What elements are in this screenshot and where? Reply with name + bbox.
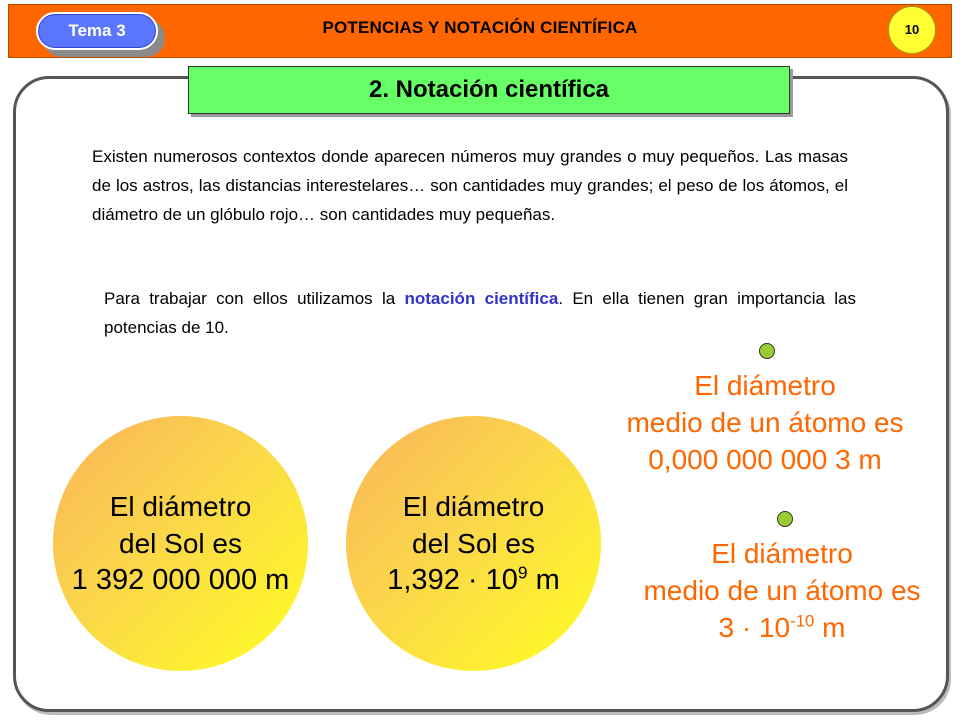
- sun-decimal-line1: El diámetro: [109, 491, 252, 522]
- atom-dot-icon: [759, 343, 775, 359]
- sun-scientific-value: [387, 562, 560, 599]
- atom-decimal-line2: medio de un átomo es: [626, 407, 904, 438]
- intro-paragraph: Existen numerosos contextos donde aparecen números muy grandes o muy pequeños. Las masas de los astros, las distancias interestelares… son cantidades muy grandes; el peso de los átomos, el diámetro de un glóbulo rojo… son cantidades muy pequeñas.: [92, 147, 848, 224]
- highlight-term: notación científica: [404, 289, 559, 308]
- sun-scientific-circle: [346, 416, 601, 671]
- atom-scientific-unit: m: [814, 612, 846, 643]
- sun-decimal-value: 1 392 000 000 m: [71, 564, 290, 596]
- atom-dot-icon: [777, 511, 793, 527]
- sun-scientific-line2: del Sol es: [412, 528, 535, 559]
- notation-paragraph: [104, 284, 856, 342]
- notation-paragraph-start: Para trabajar con ellos utilizamos la: [104, 289, 405, 308]
- tema-badge[interactable]: Tema 3: [36, 12, 158, 50]
- header-title: POTENCIAS Y NOTACIÓN CIENTÍFICA: [322, 18, 638, 37]
- atom-scientific-mantissa: 3 · 10: [718, 612, 791, 643]
- atom-scientific-value: [612, 609, 952, 646]
- sun-scientific-unit: m: [527, 564, 560, 596]
- sun-scientific-exponent: 9: [517, 562, 528, 583]
- atom-decimal-line1: El diámetro: [694, 370, 836, 401]
- sun-decimal-line2: del Sol es: [119, 528, 242, 559]
- atom-decimal-value: 0,000 000 000 3 m: [648, 444, 882, 475]
- atom-scientific-line2: medio de un átomo es: [643, 575, 921, 606]
- sun-scientific-mantissa: 1,392 · 10: [387, 564, 518, 596]
- page-number-badge: 10: [888, 6, 936, 54]
- notation-paragraph-end: . En ella tienen gran importancia las potencias de 10.: [104, 289, 857, 337]
- atom-decimal-text: [595, 367, 935, 478]
- sun-decimal-circle: [53, 416, 308, 671]
- section-title: 2. Notación científica: [188, 66, 790, 114]
- atom-scientific-exponent: -10: [790, 611, 815, 631]
- atom-scientific-text: [612, 535, 952, 646]
- atom-scientific-line1: El diámetro: [711, 538, 853, 569]
- sun-scientific-line1: El diámetro: [402, 491, 545, 522]
